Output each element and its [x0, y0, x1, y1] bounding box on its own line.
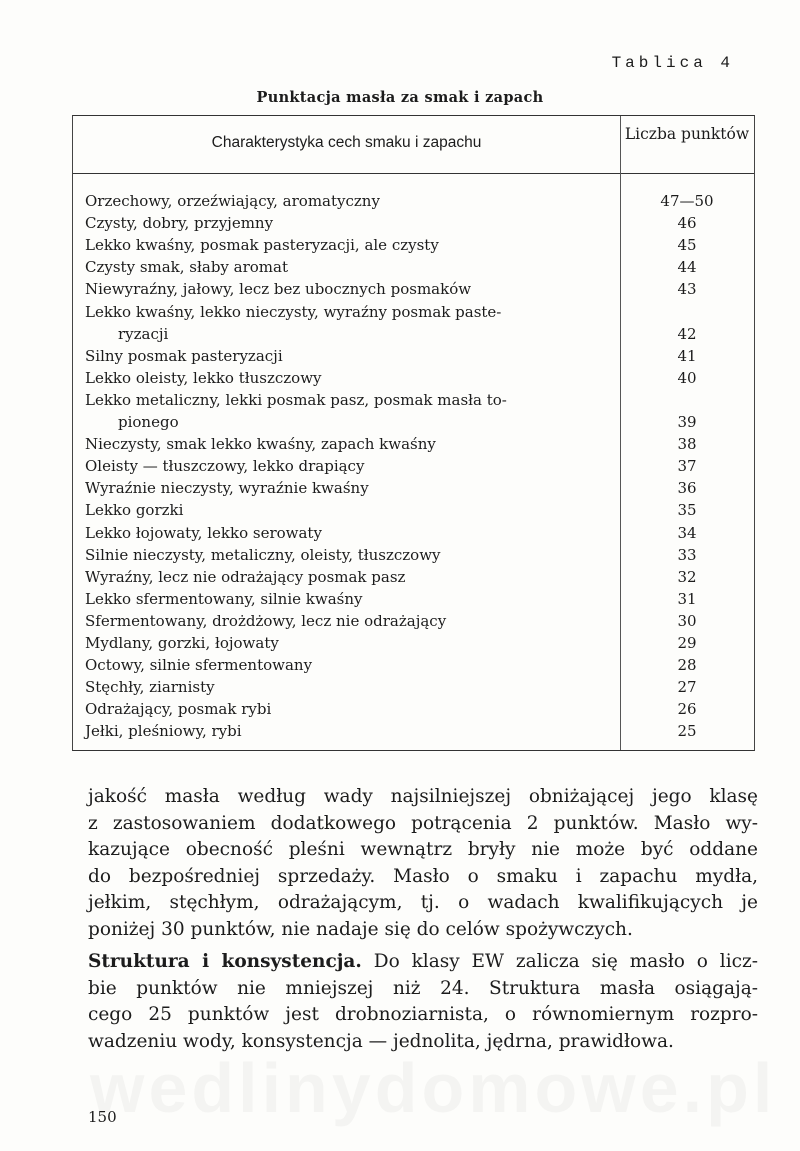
table-row-text: Odrażający, posmak rybi: [85, 700, 272, 719]
table-row-points: 29: [677, 634, 697, 652]
table-row-points: 39: [677, 413, 697, 431]
table-row-points: 34: [677, 523, 697, 542]
table-row-text: Sfermentowany, drożdżowy, lecz nie odrażający: [85, 611, 447, 630]
table-row-points: 47—50: [660, 192, 714, 210]
paragraph-1: [88, 784, 758, 943]
table-row-points: 41: [677, 346, 697, 365]
paragraph-line: cego 25 punktów jest drobnoziarnista, o równomiernym rozpro-: [88, 1004, 758, 1025]
table-row-points: 45: [677, 236, 697, 255]
table-row-points: 38: [677, 435, 697, 454]
table-row-text: Orzechowy, orzeźwiający, aromatyczny: [85, 192, 380, 210]
section-heading: Struktura i konsystencja.: [88, 951, 362, 972]
paragraph-line: wadzeniu wody, konsystencja — jednolita, jędrna, prawidłowa.: [88, 1030, 674, 1052]
table-row-text: Jełki, pleśniowy, rybi: [85, 722, 242, 741]
table-row-points: 26: [677, 700, 697, 719]
table-row-points: 42: [677, 324, 697, 343]
table-row-text: ryzacji: [118, 324, 169, 343]
table-row-text: Lekko gorzki: [85, 501, 184, 520]
table-row-text: Lekko sfermentowany, silnie kwaśny: [85, 589, 363, 608]
paragraph-line: bie punktów nie mniejszej niż 24. Struktura masła osiągają-: [88, 977, 758, 999]
table-row-points: 36: [677, 479, 697, 498]
table-row-text: Stęchły, ziarnisty: [85, 678, 215, 697]
paragraph-line: kazujące obecność pleśni wewnątrz bryły nie może być oddane: [88, 839, 758, 860]
page-number: 150: [88, 1108, 117, 1126]
table-title: Punktacja masła za smak i zapach: [256, 89, 544, 106]
table-row-text: Oleisty — tłuszczowy, lekko drapiący: [85, 457, 365, 476]
table-row-points: 44: [677, 258, 697, 277]
table-row-text: Lekko kwaśny, posmak pasteryzacji, ale czysty: [85, 236, 439, 255]
paragraph-line: poniżej 30 punktów, nie nadaje się do celów spożywczych.: [88, 918, 633, 940]
table-row-text: Mydlany, gorzki, łojowaty: [85, 634, 279, 652]
table-row-points: 46: [677, 214, 697, 233]
table-row-text: Wyraźny, lecz nie odrażający posmak pasz: [85, 567, 406, 586]
column-header-characteristics: Charakterystyka cech smaku i zapachu: [211, 134, 482, 151]
header-divider: [73, 173, 754, 174]
table-row-points: 33: [677, 545, 697, 564]
table-row-text: Wyraźnie nieczysty, wyraźnie kwaśny: [85, 479, 369, 498]
paragraph-line: jakość masła według wady najsilniejszej obniżającej jego klasę: [88, 786, 758, 807]
table-row-text: Silnie nieczysty, metaliczny, oleisty, tłuszczowy: [85, 545, 441, 564]
table-row-text: Czysty smak, słaby aromat: [85, 258, 288, 277]
table-row-points: 25: [677, 722, 697, 741]
table-row-points: 37: [677, 457, 697, 476]
paragraph-line: [88, 949, 758, 976]
paragraph-line: jełkim, stęchłym, odrażającym, tj. o wadach kwalifikujących je: [88, 892, 758, 913]
table-row-text: Niewyraźny, jałowy, lecz bez ubocznych posmaków: [85, 280, 472, 299]
table-row-points: 43: [677, 280, 697, 299]
line-text: Do klasy EW zalicza się masło o licz-: [361, 951, 759, 972]
scoring-table: [72, 115, 755, 751]
table-row-points: 32: [677, 567, 697, 586]
table-row-points: 28: [677, 656, 697, 675]
table-row-text: Octowy, silnie sfermentowany: [85, 656, 313, 675]
table-row-text: Nieczysty, smak lekko kwaśny, zapach kwaśny: [85, 435, 436, 454]
table-row-text: Lekko oleisty, lekko tłuszczowy: [85, 368, 322, 387]
table-row-text: Czysty, dobry, przyjemny: [85, 214, 274, 233]
table-row-points: 27: [677, 678, 697, 697]
table-row-points: 30: [677, 611, 697, 630]
table-number: Tablica 4: [611, 54, 734, 72]
table-row-text: Lekko łojowaty, lekko serowaty: [85, 523, 322, 542]
table-row-points: 31: [677, 589, 697, 608]
watermark: [90, 1048, 776, 1128]
table-row-points: 35: [677, 501, 697, 520]
column-header-points: Liczba punktów: [624, 125, 750, 143]
table-row-text: Silny posmak pasteryzacji: [85, 346, 283, 365]
table-row-points: 40: [677, 368, 697, 387]
table-row-text: Lekko metaliczny, lekki posmak pasz, posmak masła to-: [85, 390, 507, 409]
table-row-text: Lekko kwaśny, lekko nieczysty, wyraźny posmak paste-: [85, 302, 502, 321]
paragraph-line: z zastosowaniem dodatkowego potrącenia 2 punktów. Masło wy-: [88, 812, 758, 834]
table-row-text: pionego: [118, 413, 179, 431]
paragraph-2: [88, 949, 758, 1055]
paragraph-line: do bezpośredniej sprzedaży. Masło o smaku i zapachu mydła,: [88, 865, 758, 887]
